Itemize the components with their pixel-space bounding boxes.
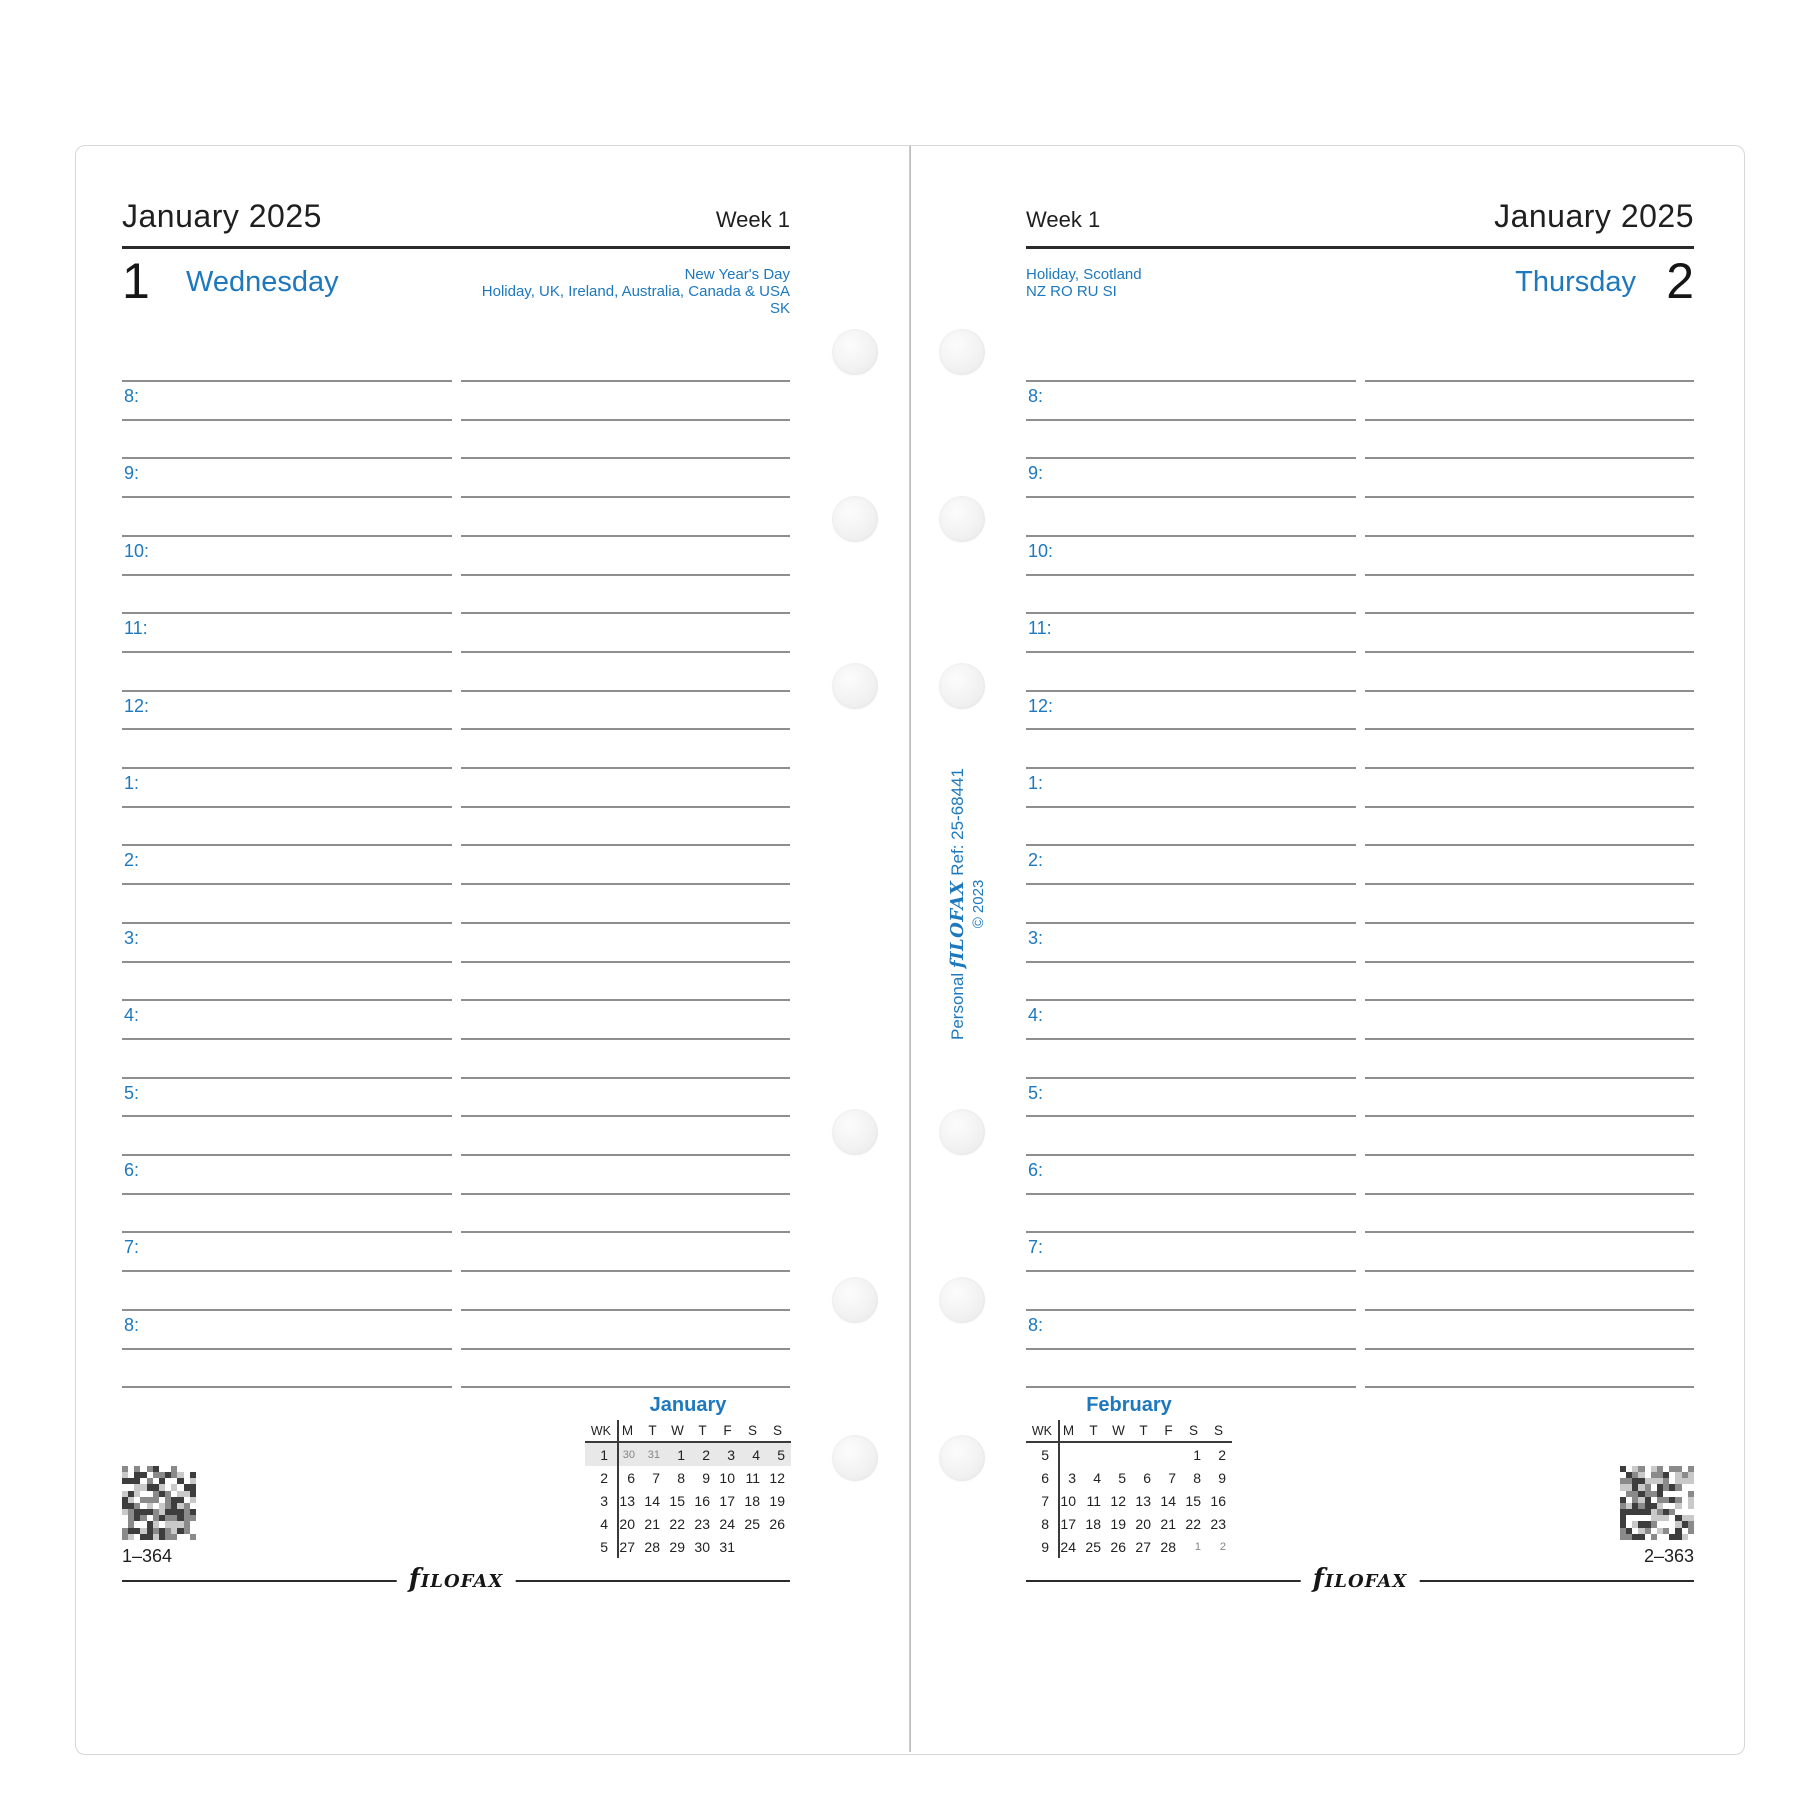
- ruled-line: [1365, 612, 1694, 614]
- calendar-week-row: [1026, 1512, 1232, 1535]
- ruled-line: [461, 806, 790, 808]
- ruled-line: [1026, 1348, 1356, 1350]
- ruled-line: [1365, 1231, 1694, 1233]
- calendar-day-cell: 19: [1110, 1515, 1126, 1532]
- ruled-line: [1365, 574, 1694, 576]
- ruled-line: [461, 1309, 790, 1311]
- ruled-line: [1365, 1270, 1694, 1272]
- hour-label: 5:: [124, 1082, 140, 1103]
- ruled-line: [122, 612, 452, 614]
- ruled-line: [1026, 1077, 1356, 1079]
- ruled-line: [122, 1115, 452, 1117]
- calendar-day-cell: 29: [669, 1538, 685, 1555]
- calendar-day-cell: 11: [1086, 1492, 1101, 1509]
- binder-hole: [832, 663, 878, 709]
- weekday-header: S: [1188, 1423, 1198, 1438]
- calendar-week-row: [585, 1535, 791, 1558]
- day-name: Thursday: [1515, 266, 1636, 298]
- ruled-line: [461, 380, 790, 382]
- ruled-line: [1026, 496, 1356, 498]
- ruled-line: [1365, 999, 1694, 1001]
- calendar-day-cell: 22: [1185, 1515, 1201, 1532]
- ruled-line: [461, 574, 790, 576]
- calendar-day-cell: 14: [644, 1492, 660, 1509]
- ruled-line: [1026, 651, 1356, 653]
- hour-label: 12:: [1028, 695, 1054, 716]
- ruled-line: [461, 1193, 790, 1195]
- weekday-header: T: [648, 1423, 657, 1438]
- calendar-day-cell: 18: [744, 1492, 760, 1509]
- ruled-line: [1026, 574, 1356, 576]
- ruled-line: [122, 690, 452, 692]
- calendar-day-cell: 26: [769, 1515, 785, 1532]
- ruled-line: [1026, 535, 1356, 537]
- ruled-line: [122, 883, 452, 885]
- holiday-notes: [1026, 266, 1142, 300]
- calendar-week-row: [585, 1443, 791, 1466]
- week-column-divider: [617, 1420, 619, 1558]
- calendar-day-cell: 4: [752, 1446, 760, 1463]
- calendar-week-row: [1026, 1535, 1232, 1558]
- ruled-line: [1365, 651, 1694, 653]
- holiday-text-line: NZ RO RU SI: [1026, 283, 1117, 300]
- ruled-line: [1365, 1386, 1694, 1388]
- week-number-cell: 5: [1041, 1446, 1049, 1463]
- page-number-label: 1–364: [122, 1546, 173, 1566]
- mini-calendar-month-title: February: [1086, 1394, 1172, 1416]
- ruled-line: [1026, 690, 1356, 692]
- ruled-line: [122, 767, 452, 769]
- mini-month-calendar: [1026, 1394, 1232, 1558]
- schedule-grid: [122, 380, 790, 1392]
- binder-hole: [939, 329, 985, 375]
- ruled-line: [122, 574, 452, 576]
- ruled-line: [461, 651, 790, 653]
- calendar-day-cell: 26: [1110, 1538, 1126, 1555]
- calendar-week-row: [1026, 1489, 1232, 1512]
- ruled-line: [122, 1309, 452, 1311]
- hour-label: 1:: [1028, 773, 1044, 793]
- ruled-line: [1026, 1231, 1356, 1233]
- ruled-line: [122, 961, 452, 963]
- ruled-line: [1365, 883, 1694, 885]
- left-diary-page: [122, 178, 790, 1618]
- weekday-header: M: [621, 1423, 634, 1438]
- ruled-line: [1026, 1386, 1356, 1388]
- weekday-header: S: [772, 1423, 782, 1438]
- ruled-line: [461, 844, 790, 846]
- ruled-line: [1026, 961, 1356, 963]
- ruled-line: [461, 1231, 790, 1233]
- calendar-day-cell: 15: [669, 1492, 685, 1509]
- ruled-line: [461, 612, 790, 614]
- ruled-line: [1026, 1309, 1356, 1311]
- month-year-title: January 2025: [1494, 198, 1694, 234]
- ruled-line: [1365, 844, 1694, 846]
- page-header: [1026, 198, 1694, 235]
- calendar-header-row: [585, 1420, 791, 1443]
- binder-hole: [832, 496, 878, 542]
- ruled-line: [461, 1115, 790, 1117]
- calendar-day-cell: 16: [1210, 1492, 1226, 1509]
- ruled-line: [122, 1193, 452, 1195]
- ruled-line: [122, 535, 452, 537]
- hour-label: 12:: [124, 695, 150, 716]
- calendar-day-cell: 14: [1160, 1492, 1176, 1509]
- binder-hole: [939, 1435, 985, 1481]
- ruled-line: [122, 1077, 452, 1079]
- calendar-day-cell: 18: [1085, 1515, 1101, 1532]
- calendar-week-row: [585, 1512, 791, 1535]
- calendar-day-cell: 31: [647, 1448, 660, 1461]
- calendar-day-cell: 6: [1143, 1469, 1151, 1486]
- weekday-header: W: [671, 1423, 684, 1438]
- hour-label: 8:: [124, 1314, 140, 1335]
- ruled-line: [461, 535, 790, 537]
- calendar-day-cell: 22: [669, 1515, 685, 1532]
- holiday-text-line: Holiday, Scotland: [1026, 266, 1142, 283]
- ruled-line: [1365, 728, 1694, 730]
- weekday-header: T: [1089, 1423, 1098, 1438]
- calendar-day-cell: 27: [619, 1538, 635, 1555]
- weekday-header: M: [1062, 1423, 1075, 1438]
- month-year-title: January 2025: [122, 198, 322, 234]
- hour-label: 6:: [1028, 1160, 1044, 1180]
- calendar-day-cell: 4: [1093, 1469, 1101, 1486]
- weekday-header: W: [1112, 1423, 1125, 1438]
- calendar-week-row: [585, 1466, 791, 1489]
- binder-hole: [939, 663, 985, 709]
- calendar-day-cell: 8: [677, 1469, 685, 1486]
- copyright: © 2023: [970, 879, 987, 929]
- mini-calendar-table: [585, 1420, 791, 1558]
- binder-hole: [832, 1109, 878, 1155]
- binder-hole: [939, 1277, 985, 1323]
- calendar-day-cell: 1: [1194, 1540, 1201, 1553]
- calendar-day-cell: 20: [619, 1515, 635, 1532]
- filofax-logo: fILOFAX: [397, 1564, 516, 1594]
- ruled-line: [122, 728, 452, 730]
- weekday-header: S: [1213, 1423, 1223, 1438]
- page-header: [122, 198, 790, 235]
- brand-logo-text: fILOFAX: [947, 880, 968, 969]
- calendar-day-cell: 7: [652, 1469, 660, 1486]
- ruled-line: [122, 651, 452, 653]
- hour-label: 4:: [1028, 1005, 1044, 1026]
- week-column-header: WK: [590, 1423, 611, 1438]
- schedule-column-right: [1365, 380, 1694, 1392]
- page-number-label: 2–363: [1643, 1546, 1694, 1566]
- ruled-line: [1365, 1115, 1694, 1117]
- hour-label: 2:: [124, 850, 140, 871]
- ruled-line: [461, 496, 790, 498]
- week-column-divider: [1058, 1420, 1060, 1558]
- hour-label: 3:: [1028, 927, 1044, 948]
- ruled-line: [122, 1231, 452, 1233]
- holiday-text-line: Holiday, UK, Ireland, Australia, Canada & USA: [481, 283, 790, 300]
- hour-label: 8:: [1028, 386, 1044, 406]
- week-number-cell: 3: [600, 1492, 608, 1509]
- ruled-line: [1026, 767, 1356, 769]
- ruled-line: [461, 1154, 790, 1156]
- ruled-line: [122, 1154, 452, 1156]
- ruled-line: [122, 1038, 452, 1040]
- spine-imprint: [947, 754, 999, 1054]
- calendar-day-cell: 13: [619, 1492, 635, 1509]
- calendar-day-cell: 5: [1118, 1469, 1126, 1486]
- calendar-day-cell: 16: [694, 1492, 710, 1509]
- hour-label: 8:: [1028, 1314, 1044, 1335]
- week-number-cell: 2: [600, 1469, 608, 1486]
- mini-month-calendar: [585, 1394, 791, 1558]
- ruled-line: [461, 1386, 790, 1388]
- ruled-line: [461, 1348, 790, 1350]
- calendar-day-cell: 27: [1135, 1538, 1151, 1555]
- calendar-day-cell: 20: [1135, 1515, 1151, 1532]
- binder-hole: [832, 1277, 878, 1323]
- calendar-day-cell: 24: [719, 1515, 735, 1532]
- header-rule: [1026, 246, 1694, 249]
- hour-label: 1:: [124, 773, 140, 793]
- ruled-line: [122, 1386, 452, 1388]
- calendar-day-cell: 21: [1160, 1515, 1176, 1532]
- ruled-line: [1026, 806, 1356, 808]
- ruled-line: [461, 922, 790, 924]
- ruled-line: [461, 999, 790, 1001]
- calendar-day-cell: 30: [694, 1538, 710, 1555]
- week-number-cell: 8: [1041, 1515, 1049, 1532]
- hour-label: 7:: [124, 1237, 140, 1258]
- calendar-day-cell: 28: [644, 1538, 660, 1555]
- week-number-cell: 6: [1041, 1469, 1049, 1486]
- ruled-line: [1026, 922, 1356, 924]
- ruled-line: [1365, 1077, 1694, 1079]
- calendar-day-cell: 10: [1060, 1492, 1076, 1509]
- calendar-header-row: [1026, 1420, 1232, 1443]
- calendar-day-cell: 1: [677, 1446, 685, 1463]
- ruled-line: [461, 457, 790, 459]
- ruled-line: [461, 1270, 790, 1272]
- day-number: 2: [1666, 253, 1694, 309]
- calendar-day-cell: 19: [769, 1492, 785, 1509]
- calendar-day-cell: 2: [1219, 1540, 1226, 1553]
- week-number-cell: 5: [600, 1538, 608, 1555]
- calendar-day-cell: 30: [622, 1448, 635, 1461]
- mini-calendar-month-title: January: [649, 1394, 727, 1416]
- calendar-day-cell: 25: [744, 1515, 760, 1532]
- ruled-line: [1365, 922, 1694, 924]
- calendar-day-cell: 23: [1210, 1515, 1226, 1532]
- product-line-label: Personal: [948, 972, 967, 1040]
- week-number-label: Week 1: [715, 207, 790, 232]
- holiday-notes: [482, 266, 790, 317]
- day-name: Wednesday: [186, 266, 339, 298]
- weekday-header: T: [698, 1423, 707, 1438]
- schedule-column-left: [122, 380, 452, 1392]
- week-number-cell: 7: [1041, 1492, 1049, 1509]
- calendar-day-cell: 9: [1218, 1469, 1226, 1486]
- weekday-header: S: [747, 1423, 757, 1438]
- ruled-line: [122, 496, 452, 498]
- ruled-line: [122, 1270, 452, 1272]
- ruled-line: [1026, 883, 1356, 885]
- calendar-day-cell: 8: [1193, 1469, 1201, 1486]
- binder-hole: [939, 496, 985, 542]
- schedule-column-right: [461, 380, 790, 1392]
- ruled-line: [1026, 728, 1356, 730]
- ruled-line: [461, 883, 790, 885]
- qr-module: [1688, 1534, 1694, 1540]
- header-rule: [122, 246, 790, 249]
- hour-label: 11:: [1028, 618, 1052, 639]
- calendar-day-cell: 28: [1160, 1538, 1176, 1555]
- hour-label: 9:: [1028, 463, 1044, 484]
- ruled-line: [461, 1077, 790, 1079]
- qr-code-icon: [122, 1466, 196, 1540]
- hour-label: 11:: [124, 618, 148, 639]
- hour-label: 5:: [1028, 1082, 1044, 1103]
- ruled-line: [1026, 612, 1356, 614]
- hour-label: 10:: [124, 540, 150, 561]
- calendar-day-cell: 2: [702, 1446, 710, 1463]
- ruled-line: [1026, 844, 1356, 846]
- hour-label: 7:: [1028, 1237, 1044, 1258]
- calendar-week-row: [1026, 1466, 1232, 1489]
- hour-label: 3:: [124, 927, 140, 948]
- right-diary-page: [1026, 178, 1694, 1618]
- calendar-day-cell: 3: [727, 1446, 735, 1463]
- ruled-line: [1026, 1154, 1356, 1156]
- ruled-line: [1026, 1193, 1356, 1195]
- ruled-line: [1026, 457, 1356, 459]
- calendar-day-cell: 21: [644, 1515, 660, 1532]
- ruled-line: [461, 1038, 790, 1040]
- calendar-day-cell: 24: [1060, 1538, 1076, 1555]
- ruled-line: [1365, 496, 1694, 498]
- calendar-day-cell: 9: [702, 1469, 710, 1486]
- page-fold: [909, 146, 911, 1752]
- filofax-logo: fILOFAX: [1301, 1564, 1420, 1594]
- calendar-day-cell: 2: [1218, 1446, 1226, 1463]
- qr-module: [190, 1534, 196, 1540]
- holiday-text-line: New Year's Day: [684, 266, 790, 283]
- calendar-day-cell: 17: [1060, 1515, 1076, 1532]
- calendar-day-cell: 12: [769, 1469, 785, 1486]
- ruled-line: [122, 844, 452, 846]
- hour-label: 10:: [1028, 540, 1054, 561]
- ruled-line: [1365, 690, 1694, 692]
- ruled-line: [1365, 961, 1694, 963]
- calendar-day-cell: 17: [719, 1492, 735, 1509]
- ruled-line: [122, 806, 452, 808]
- week-number-cell: 9: [1041, 1538, 1049, 1555]
- binder-hole: [939, 1109, 985, 1155]
- week-number-cell: 1: [600, 1446, 608, 1463]
- calendar-day-cell: 31: [719, 1538, 735, 1555]
- ruled-line: [1365, 535, 1694, 537]
- day-number: 1: [122, 253, 150, 309]
- ruled-line: [1365, 806, 1694, 808]
- ruled-line: [122, 419, 452, 421]
- ruled-line: [1026, 1115, 1356, 1117]
- ruled-line: [1365, 457, 1694, 459]
- week-number-cell: 4: [600, 1515, 608, 1532]
- week-column-header: WK: [1031, 1423, 1052, 1438]
- ruled-line: [1365, 380, 1694, 382]
- ruled-line: [1026, 999, 1356, 1001]
- qr-code-icon: [1620, 1466, 1694, 1540]
- ruled-line: [122, 999, 452, 1001]
- ruled-line: [461, 767, 790, 769]
- calendar-day-cell: 5: [777, 1446, 785, 1463]
- ruled-line: [1365, 1038, 1694, 1040]
- binder-hole: [832, 329, 878, 375]
- calendar-day-cell: 3: [1068, 1469, 1076, 1486]
- ruled-line: [1365, 1154, 1694, 1156]
- ruled-line: [1365, 419, 1694, 421]
- ruled-line: [1026, 419, 1356, 421]
- hour-label: 4:: [124, 1005, 140, 1026]
- ruled-line: [122, 380, 452, 382]
- hour-label: 2:: [1028, 850, 1044, 871]
- weekday-header: T: [1139, 1423, 1148, 1438]
- hour-label: 6:: [124, 1160, 140, 1180]
- holiday-text-line: SK: [769, 300, 790, 317]
- calendar-day-cell: 6: [627, 1469, 635, 1486]
- mini-calendar-table: [1026, 1420, 1232, 1558]
- ruled-line: [122, 457, 452, 459]
- ruled-line: [461, 419, 790, 421]
- calendar-day-cell: 12: [1110, 1492, 1126, 1509]
- ref-number: Ref: 25-68441: [948, 768, 967, 876]
- ruled-line: [1365, 767, 1694, 769]
- ruled-line: [461, 728, 790, 730]
- ruled-line: [122, 1348, 452, 1350]
- calendar-day-cell: 7: [1168, 1469, 1176, 1486]
- ruled-line: [1026, 380, 1356, 382]
- calendar-week-row: [1026, 1443, 1232, 1466]
- weekday-header: F: [1164, 1423, 1173, 1438]
- ruled-line: [1026, 1038, 1356, 1040]
- calendar-day-cell: 25: [1085, 1538, 1101, 1555]
- calendar-week-row: [585, 1489, 791, 1512]
- ruled-line: [1365, 1193, 1694, 1195]
- calendar-day-cell: 15: [1185, 1492, 1201, 1509]
- calendar-day-cell: 1: [1193, 1446, 1201, 1463]
- calendar-day-cell: 11: [745, 1469, 760, 1486]
- weekday-header: F: [723, 1423, 732, 1438]
- ruled-line: [1365, 1348, 1694, 1350]
- calendar-day-cell: 13: [1135, 1492, 1151, 1509]
- ruled-line: [1026, 1270, 1356, 1272]
- ruled-line: [1365, 1309, 1694, 1311]
- week-number-label: Week 1: [1026, 207, 1101, 232]
- spine-line-1: [947, 754, 968, 1054]
- schedule-column-left: [1026, 380, 1356, 1392]
- ruled-line: [461, 690, 790, 692]
- ruled-line: [122, 922, 452, 924]
- calendar-day-cell: 10: [719, 1469, 735, 1486]
- calendar-day-cell: 23: [694, 1515, 710, 1532]
- hour-label: 9:: [124, 463, 140, 484]
- hour-label: 8:: [124, 386, 140, 406]
- ruled-line: [461, 961, 790, 963]
- schedule-grid: [1026, 380, 1694, 1392]
- binder-hole: [832, 1435, 878, 1481]
